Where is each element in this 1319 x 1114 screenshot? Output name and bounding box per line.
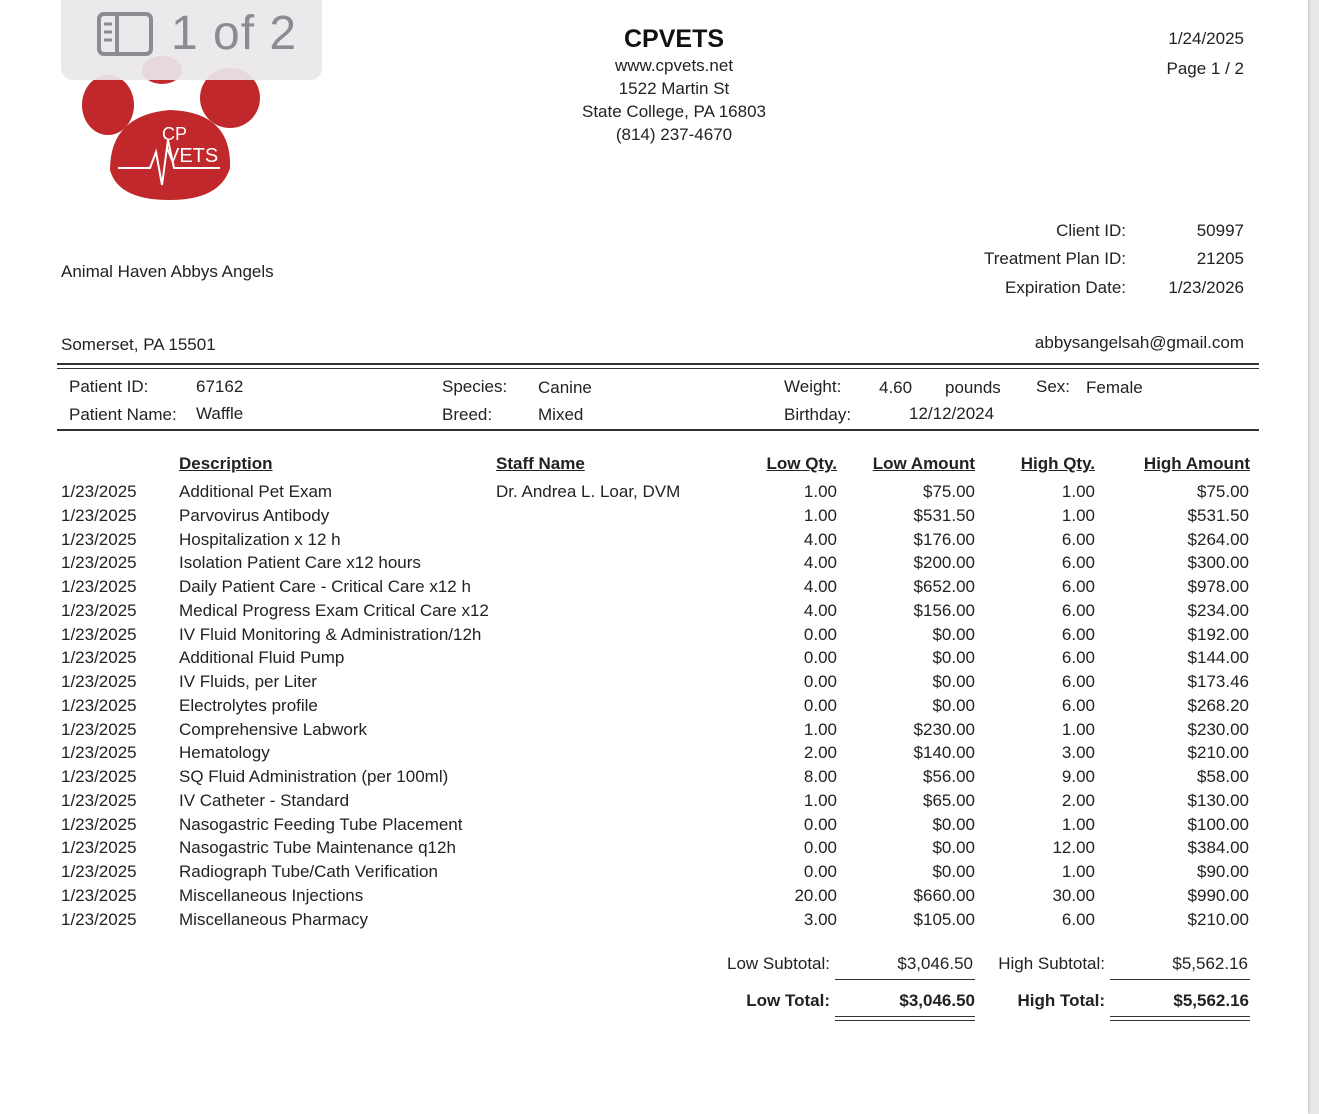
row-date: 1/23/2025	[61, 695, 137, 715]
row-description: Miscellaneous Pharmacy	[179, 909, 368, 929]
table-row	[0, 672, 1308, 696]
row-date: 1/23/2025	[61, 862, 137, 881]
row-low-qty: 8.00	[803, 767, 837, 786]
expiration-label: Expiration Date:	[1005, 278, 1126, 297]
row-high-amount: $130.00	[1187, 790, 1249, 810]
row-high-qty: 6.00	[1061, 695, 1095, 715]
row-low-qty: 1.00	[803, 505, 837, 525]
breed-label: Breed:	[442, 405, 493, 424]
table-row	[0, 720, 1308, 744]
sidebar-toggle-icon	[97, 12, 153, 56]
birthday: 12/12/2024	[909, 404, 995, 423]
row-description: IV Fluids, per Liter	[179, 672, 317, 691]
patient-name-label: Patient Name:	[69, 405, 177, 424]
client-name: Animal Haven Abbys Angels	[61, 262, 274, 281]
patient-name: Waffle	[196, 404, 244, 423]
row-high-qty: 9.00	[1061, 767, 1095, 786]
row-description: Comprehensive Labwork	[179, 719, 368, 739]
divider	[57, 368, 1259, 369]
high-total: $5,562.16	[1173, 991, 1249, 1010]
row-date: 1/23/2025	[61, 505, 137, 525]
weight: 4.60	[879, 378, 913, 397]
table-row	[0, 910, 1308, 934]
sex: Female	[1086, 378, 1143, 397]
clinic-street: 1522 Martin St	[618, 79, 730, 98]
row-high-amount: $990.00	[1187, 885, 1249, 905]
column-header-high-qty: High Qty.	[1020, 454, 1095, 473]
row-high-amount: $230.00	[1187, 719, 1249, 739]
row-description: Daily Patient Care - Critical Care x12 h	[179, 577, 471, 596]
row-description: Miscellaneous Injections	[179, 885, 364, 905]
row-low-amount: $0.00	[932, 862, 975, 881]
patient-id-label: Patient ID:	[69, 377, 149, 396]
row-description: Hematology	[179, 743, 270, 763]
table-row	[0, 862, 1308, 886]
row-date: 1/23/2025	[61, 909, 137, 929]
row-date: 1/23/2025	[61, 624, 137, 644]
row-staff: Dr. Andrea L. Loar, DVM	[496, 482, 681, 501]
row-description: IV Catheter - Standard	[179, 790, 350, 810]
row-high-amount: $234.00	[1187, 600, 1249, 620]
table-row	[0, 530, 1308, 554]
row-date: 1/23/2025	[61, 600, 137, 620]
client-email: abbysangelsah@gmail.com	[1034, 333, 1244, 352]
row-low-amount: $0.00	[932, 814, 975, 834]
high-total-label: High Total:	[1017, 991, 1105, 1010]
row-high-amount: $173.46	[1187, 672, 1249, 691]
row-high-qty: 1.00	[1061, 505, 1095, 525]
row-high-qty: 6.00	[1061, 553, 1095, 573]
document-date: 1/24/2025	[1168, 29, 1244, 48]
plan-id: 21205	[1196, 249, 1244, 268]
row-low-qty: 1.00	[803, 482, 837, 501]
row-high-qty: 6.00	[1061, 600, 1095, 620]
row-low-qty: 4.00	[803, 553, 837, 573]
row-high-qty: 2.00	[1061, 790, 1095, 810]
column-header-staff: Staff Name	[496, 454, 585, 473]
row-high-amount: $300.00	[1187, 553, 1249, 573]
sex-label: Sex:	[1036, 377, 1071, 396]
row-date: 1/23/2025	[61, 482, 137, 501]
row-low-amount: $56.00	[923, 767, 975, 786]
low-subtotal-label: Low Subtotal:	[726, 954, 830, 973]
row-high-qty: 30.00	[1052, 885, 1095, 905]
row-low-amount: $156.00	[913, 600, 975, 620]
row-low-amount: $0.00	[932, 695, 975, 715]
row-description: SQ Fluid Administration (per 100ml)	[179, 767, 449, 786]
divider	[1110, 1020, 1250, 1021]
row-description: Electrolytes profile	[179, 695, 318, 715]
row-low-amount: $0.00	[932, 672, 975, 691]
row-low-qty: 0.00	[803, 695, 837, 715]
table-row	[0, 696, 1308, 720]
row-low-qty: 0.00	[803, 838, 837, 858]
table-row	[0, 648, 1308, 672]
table-row	[0, 625, 1308, 649]
row-high-amount: $58.00	[1197, 767, 1249, 786]
row-high-amount: $75.00	[1197, 482, 1249, 501]
row-low-amount: $105.00	[913, 909, 975, 929]
row-description: Medical Progress Exam Critical Care x12	[179, 600, 489, 620]
row-high-amount: $90.00	[1197, 862, 1249, 881]
row-date: 1/23/2025	[61, 814, 137, 834]
row-high-amount: $100.00	[1187, 814, 1249, 834]
row-low-qty: 1.00	[803, 719, 837, 739]
row-high-qty: 6.00	[1061, 909, 1095, 929]
document-page-number: Page 1 / 2	[1166, 59, 1244, 78]
weight-unit: pounds	[945, 378, 1001, 397]
client-id: 50997	[1196, 221, 1244, 240]
row-low-amount: $65.00	[923, 790, 975, 810]
row-description: Additional Pet Exam	[179, 482, 333, 501]
row-date: 1/23/2025	[61, 838, 137, 858]
clinic-city: State College, PA 16803	[582, 102, 766, 121]
high-subtotal-label: High Subtotal:	[998, 954, 1105, 973]
divider	[835, 1020, 975, 1021]
row-low-amount: $0.00	[932, 648, 975, 668]
low-total-label: Low Total:	[746, 991, 830, 1010]
plan-id-label: Treatment Plan ID:	[983, 249, 1126, 268]
row-high-amount: $531.50	[1187, 505, 1249, 525]
row-low-qty: 0.00	[803, 862, 837, 881]
column-header-low-qty: Low Qty.	[766, 454, 837, 473]
row-low-qty: 2.00	[803, 743, 837, 763]
row-date: 1/23/2025	[61, 529, 137, 549]
row-low-amount: $176.00	[913, 529, 975, 549]
row-high-qty: 1.00	[1061, 862, 1095, 881]
row-low-amount: $75.00	[923, 482, 975, 501]
table-row	[0, 577, 1308, 601]
table-row	[0, 553, 1308, 577]
divider	[57, 429, 1259, 431]
row-description: Parvovirus Antibody	[179, 505, 330, 525]
row-high-amount: $268.20	[1187, 695, 1249, 715]
divider	[57, 363, 1259, 365]
row-low-qty: 4.00	[803, 600, 837, 620]
logo-text-vets: VETS	[166, 145, 219, 167]
row-high-amount: $384.00	[1187, 838, 1249, 858]
row-date: 1/23/2025	[61, 790, 137, 810]
row-high-amount: $210.00	[1187, 909, 1249, 929]
row-description: Hospitalization x 12 h	[179, 529, 341, 549]
table-row	[0, 838, 1308, 862]
divider	[835, 979, 975, 980]
table-row	[0, 767, 1308, 791]
table-row	[0, 743, 1308, 767]
patient-id: 67162	[196, 377, 244, 396]
row-low-amount: $531.50	[913, 505, 975, 525]
table-row	[0, 886, 1308, 910]
table-row	[0, 815, 1308, 839]
row-low-amount: $0.00	[932, 838, 975, 858]
row-high-qty: 6.00	[1061, 672, 1095, 691]
row-description: IV Fluid Monitoring & Administration/12h	[179, 624, 482, 644]
row-high-amount: $264.00	[1187, 529, 1249, 549]
row-description: Isolation Patient Care x12 hours	[179, 553, 421, 573]
row-low-qty: 0.00	[803, 648, 837, 668]
row-description: Nasogastric Feeding Tube Placement	[179, 814, 463, 834]
row-description: Additional Fluid Pump	[179, 648, 345, 668]
clinic-phone: (814) 237-4670	[615, 125, 733, 144]
clinic-name: CPVETS	[623, 25, 725, 53]
column-header-high-amount: High Amount	[1143, 454, 1250, 473]
client-id-label: Client ID:	[1056, 221, 1126, 240]
page-indicator-text: 1 of 2	[171, 7, 298, 60]
row-high-qty: 6.00	[1061, 529, 1095, 549]
table-row	[0, 601, 1308, 625]
row-high-amount: $144.00	[1187, 648, 1249, 668]
row-low-qty: 0.00	[803, 672, 837, 691]
client-city: Somerset, PA 15501	[61, 335, 216, 354]
row-description: Nasogastric Tube Maintenance q12h	[179, 838, 456, 858]
row-date: 1/23/2025	[61, 743, 137, 763]
birthday-label: Birthday:	[784, 405, 852, 424]
row-low-amount: $0.00	[932, 624, 975, 644]
row-low-amount: $230.00	[913, 719, 975, 739]
row-high-amount: $978.00	[1187, 577, 1249, 596]
row-date: 1/23/2025	[61, 577, 137, 596]
table-row	[0, 791, 1308, 815]
low-subtotal: $3,046.50	[897, 954, 973, 973]
row-low-qty: 0.00	[803, 624, 837, 644]
table-row	[0, 506, 1308, 530]
page-indicator[interactable]	[61, 0, 322, 80]
row-high-qty: 1.00	[1061, 482, 1095, 501]
row-high-qty: 3.00	[1061, 743, 1095, 763]
row-low-qty: 20.00	[794, 885, 837, 905]
breed: Mixed	[538, 405, 584, 424]
divider	[1110, 1016, 1250, 1017]
table-row	[0, 482, 1308, 506]
row-date: 1/23/2025	[61, 648, 137, 668]
row-low-amount: $652.00	[913, 577, 975, 596]
row-low-qty: 0.00	[803, 814, 837, 834]
row-date: 1/23/2025	[61, 672, 137, 691]
row-low-amount: $200.00	[913, 553, 975, 573]
row-date: 1/23/2025	[61, 553, 137, 573]
row-low-qty: 1.00	[803, 790, 837, 810]
row-high-qty: 1.00	[1061, 814, 1095, 834]
row-date: 1/23/2025	[61, 885, 137, 905]
row-high-qty: 12.00	[1052, 838, 1095, 858]
row-low-amount: $140.00	[913, 743, 975, 763]
row-date: 1/23/2025	[61, 767, 137, 786]
species: Canine	[538, 378, 592, 397]
row-high-qty: 6.00	[1061, 648, 1095, 668]
divider	[835, 1016, 975, 1017]
column-header-low-amount: Low Amount	[872, 454, 975, 473]
weight-label: Weight:	[784, 377, 842, 396]
row-description: Radiograph Tube/Cath Verification	[179, 862, 438, 881]
row-low-amount: $660.00	[913, 885, 975, 905]
row-low-qty: 3.00	[803, 909, 837, 929]
row-low-qty: 4.00	[803, 529, 837, 549]
row-high-qty: 6.00	[1061, 624, 1095, 644]
divider	[1110, 979, 1250, 980]
row-high-amount: $192.00	[1187, 624, 1249, 644]
low-total: $3,046.50	[899, 991, 975, 1010]
row-high-qty: 6.00	[1061, 577, 1095, 596]
row-low-qty: 4.00	[803, 577, 837, 596]
high-subtotal: $5,562.16	[1172, 954, 1248, 973]
clinic-website: www.cpvets.net	[614, 56, 734, 75]
row-high-qty: 1.00	[1061, 719, 1095, 739]
row-high-amount: $210.00	[1187, 743, 1249, 763]
row-date: 1/23/2025	[61, 719, 137, 739]
logo-text-cp: CP	[162, 124, 188, 144]
species-label: Species:	[442, 377, 508, 396]
expiration-date: 1/23/2026	[1168, 278, 1244, 297]
column-header-description: Description	[179, 454, 273, 473]
